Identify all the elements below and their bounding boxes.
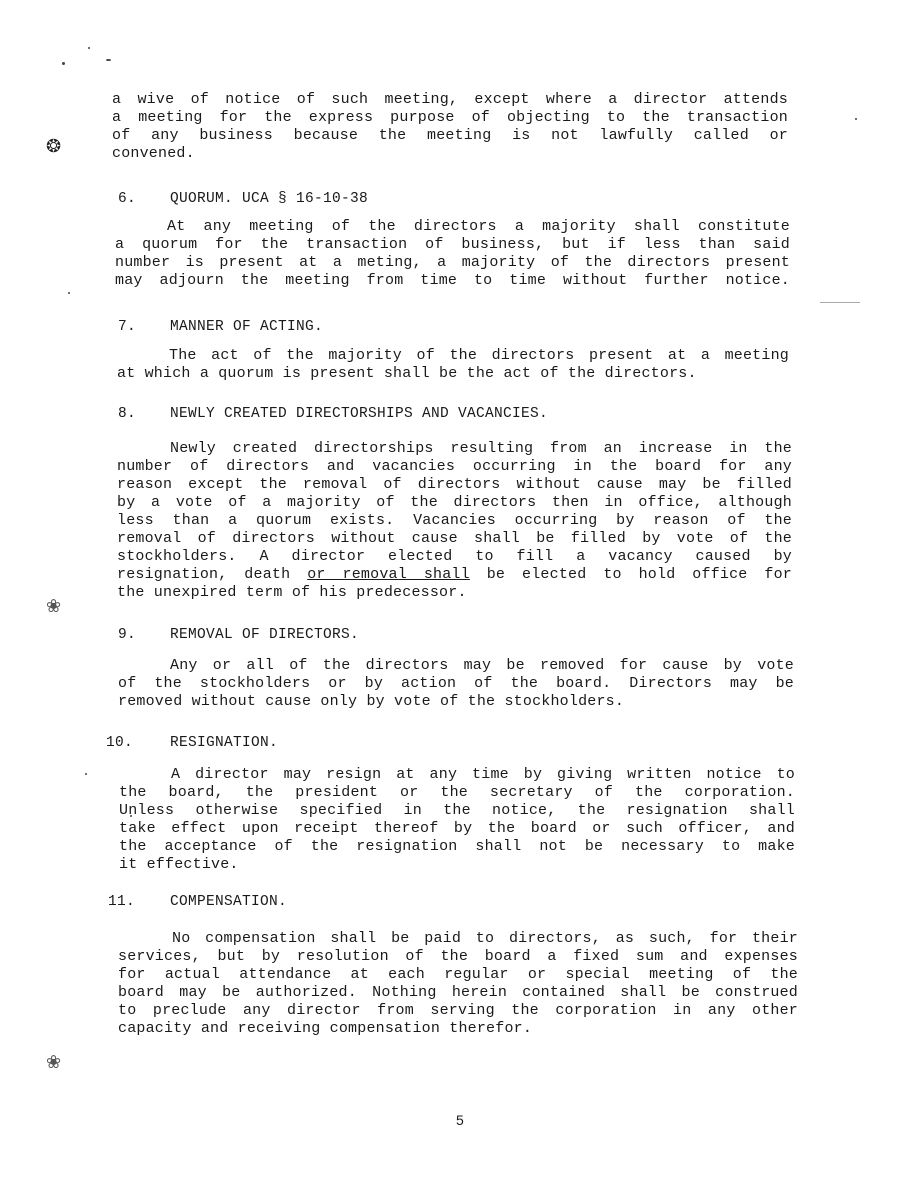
section-number: 11. — [108, 894, 136, 910]
text-line: reason except the removal of directors without cause may be filled — [117, 476, 792, 493]
text-line: a meeting for the express purpose of objecting to the transaction — [112, 109, 788, 126]
paragraph-removal — [118, 657, 794, 711]
text-line: services, but by resolution of the board a fixed sum and expenses — [118, 948, 798, 965]
text-line: board may be authorized. Nothing herein contained shall be construed — [118, 984, 798, 1001]
scan-speck — [68, 292, 70, 294]
scan-speck — [62, 62, 65, 65]
text-line: No compensation shall be paid to directors, as such, for their — [172, 930, 798, 947]
text-segment: resignation, death — [117, 566, 308, 583]
text-line: convened. — [112, 145, 195, 162]
text-segment: be elected to hold office for — [469, 566, 793, 583]
text-line: a quorum for the transaction of business, but if less than said — [115, 236, 790, 253]
section-number: 8. — [118, 406, 137, 422]
section-heading-newly-created-directorships — [118, 405, 548, 423]
section-number: 9. — [118, 627, 137, 643]
text-line: to preclude any director from serving the corporation in any other — [118, 1002, 798, 1019]
text-line: the unexpired term of his predecessor. — [117, 584, 467, 601]
section-heading-resignation — [106, 734, 278, 752]
scan-speck — [88, 47, 90, 49]
section-heading-manner-of-acting — [118, 318, 323, 336]
text-line: the acceptance of the resignation shall not be necessary to make — [119, 838, 795, 855]
text-line: number is present at a meting, a majority of the directors present — [115, 254, 790, 271]
paragraph-meeting-notice — [112, 91, 788, 163]
text-line: Unless otherwise specified in the notice, the resignation shall — [119, 802, 795, 819]
struck-text: or removal shall — [307, 566, 470, 583]
text-line: of the stockholders or by action of the board. Directors may be — [118, 675, 794, 692]
section-number: 6. — [118, 191, 137, 207]
text-line: the board, the president or the secretary of the corporation. — [119, 784, 795, 801]
paragraph-compensation — [118, 930, 798, 1038]
section-number: 7. — [118, 319, 137, 335]
scan-speck — [855, 118, 857, 120]
punch-hole-mark: ❀ — [46, 596, 62, 617]
text-line: capacity and receiving compensation therefor. — [118, 1020, 533, 1037]
text-line: stockholders. A director elected to fill a vacancy caused by — [117, 548, 792, 565]
section-title: MANNER OF ACTING. — [170, 319, 324, 335]
section-title: RESIGNATION. — [170, 735, 279, 751]
text-line: by a vote of a majority of the directors then in office, although — [117, 494, 792, 511]
text-line: The act of the majority of the directors present at a meeting — [169, 347, 789, 364]
page-number: 5 — [456, 1112, 464, 1128]
text-line: of any business because the meeting is not lawfully called or — [112, 127, 788, 144]
text-line-with-strikethrough — [117, 566, 792, 584]
paragraph-quorum — [115, 218, 790, 290]
section-title: REMOVAL OF DIRECTORS. — [170, 627, 360, 643]
scan-speck — [820, 302, 860, 303]
paragraph-resignation — [119, 766, 795, 874]
text-line: at which a quorum is present shall be the act of the directors. — [117, 365, 697, 382]
punch-hole-mark: ❀ — [46, 1052, 62, 1073]
section-title: QUORUM. UCA § 16-10-38 — [170, 191, 369, 207]
paragraph-manner-of-acting — [117, 347, 789, 383]
text-line: At any meeting of the directors a majority shall constitute — [167, 218, 790, 235]
section-heading-quorum — [118, 190, 368, 208]
text-line: a wive of notice of such meeting, except where a director attends — [112, 91, 788, 108]
section-title: COMPENSATION. — [170, 894, 288, 910]
text-line: removed without cause only by vote of the stockholders. — [118, 693, 625, 710]
paragraph-vacancies — [117, 440, 792, 602]
text-line: may adjourn the meeting from time to time without further notice. — [115, 272, 790, 289]
scan-speck — [85, 773, 87, 775]
text-line: Newly created directorships resulting from an increase in the — [170, 440, 792, 457]
scan-speck — [106, 59, 111, 61]
section-heading-removal-of-directors — [118, 626, 359, 644]
text-line: Any or all of the directors may be removed for cause by vote — [170, 657, 794, 674]
text-line: it effective. — [119, 856, 239, 873]
text-line: number of directors and vacancies occurring in the board for any — [117, 458, 792, 475]
text-line: take effect upon receipt thereof by the board or such officer, and — [119, 820, 795, 837]
text-line: for actual attendance at each regular or special meeting of the — [118, 966, 798, 983]
section-title: NEWLY CREATED DIRECTORSHIPS AND VACANCIES. — [170, 406, 549, 422]
text-line: removal of directors without cause shall be filled by vote of the — [117, 530, 792, 547]
text-line: A director may resign at any time by giving written notice to — [171, 766, 795, 783]
punch-hole-mark: ❂ — [46, 136, 62, 157]
text-line: less than a quorum exists. Vacancies occurring by reason of the — [117, 512, 792, 529]
section-number: 10. — [106, 735, 134, 751]
section-heading-compensation — [108, 893, 287, 911]
